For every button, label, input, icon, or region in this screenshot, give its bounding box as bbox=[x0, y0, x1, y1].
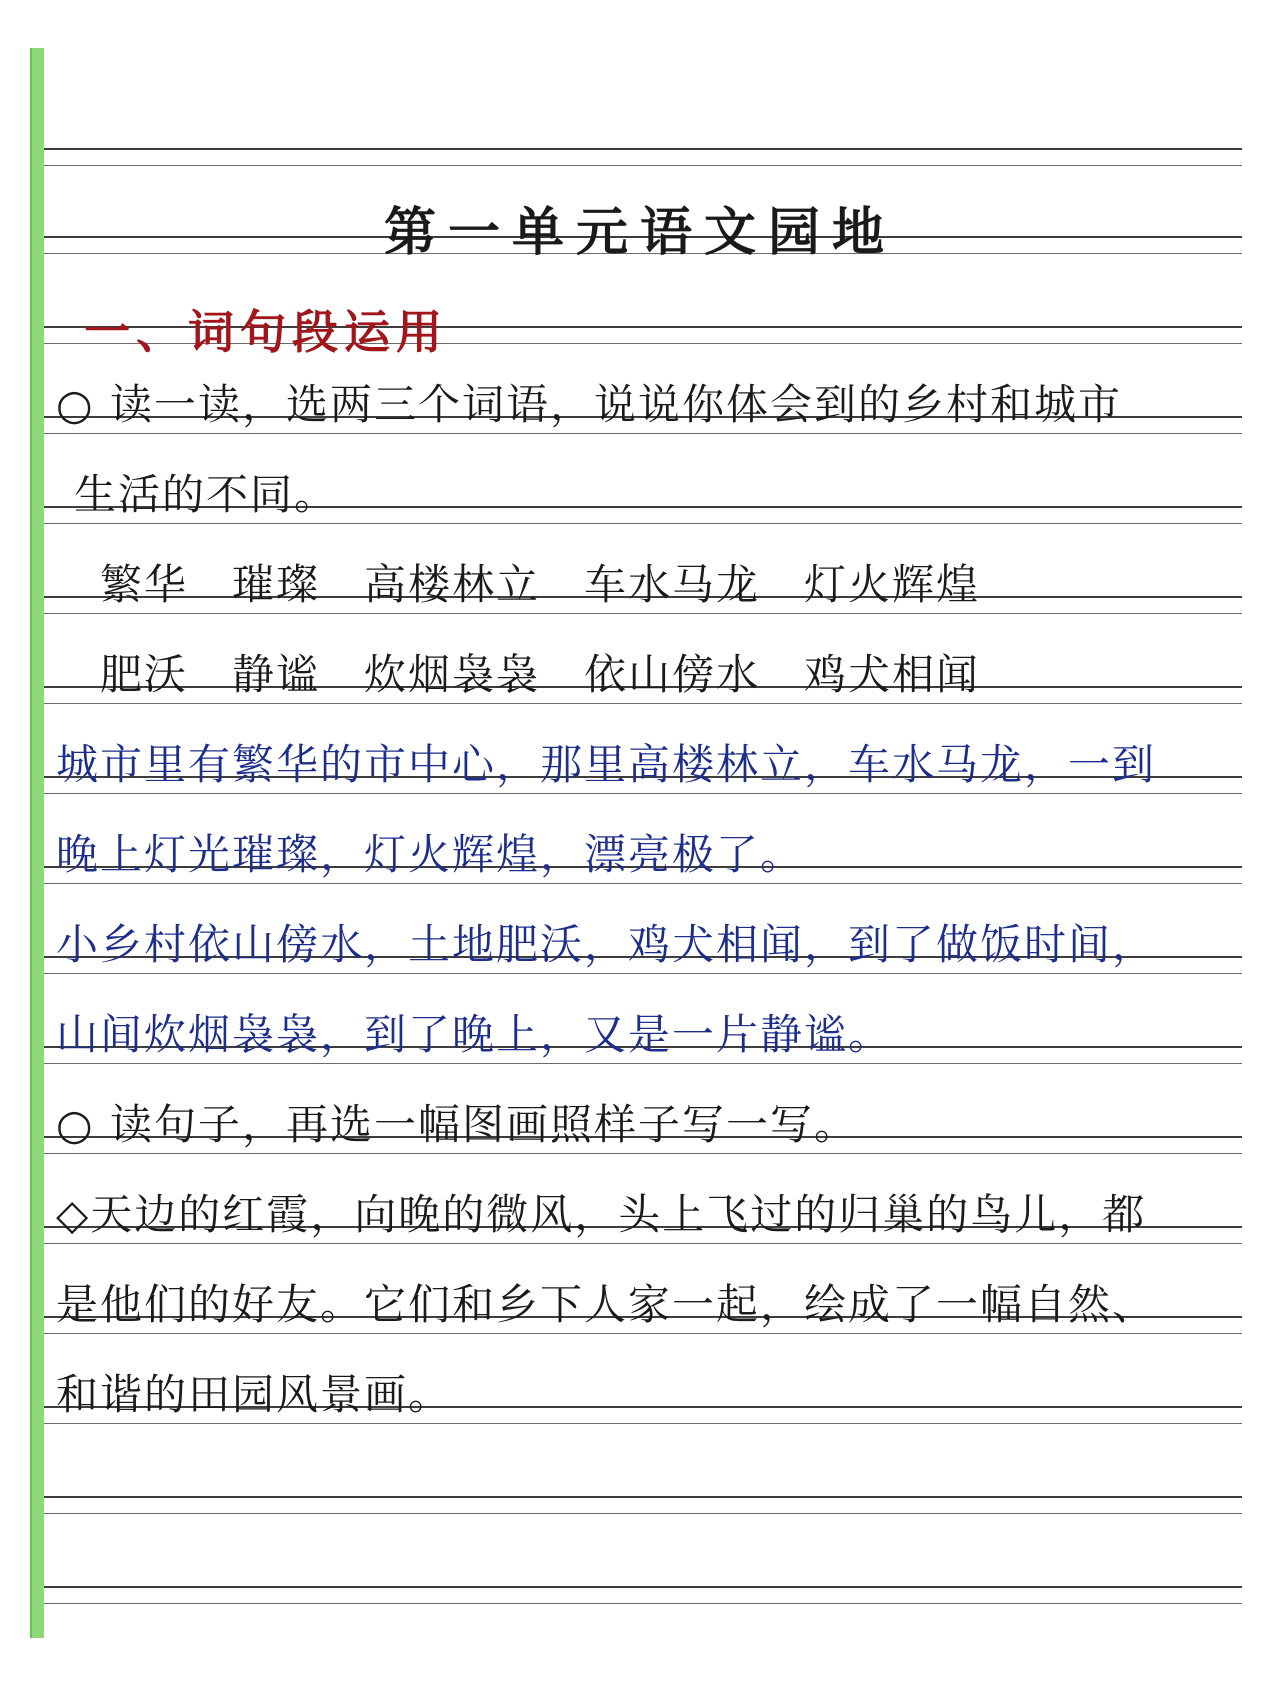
section-heading: 一、词句段运用 bbox=[84, 305, 448, 359]
task2-prompt: ○ 读句子，再选一幅图画照样子写一写。 bbox=[56, 1100, 858, 1149]
word-list-row2: 肥沃 静谧 炊烟袅袅 依山傍水 鸡犬相闻 bbox=[100, 650, 981, 699]
example-sentence-line2: 是他们的好友。它们和乡下人家一起，绘成了一幅自然、 bbox=[56, 1280, 1157, 1329]
page-title: 第一单元语文园地 bbox=[383, 203, 896, 263]
task1-prompt-line2: 生活的不同。 bbox=[74, 470, 339, 519]
example-sentence-line1: ◇天边的红霞，向晚的微风，头上飞过的归巢的鸟儿，都 bbox=[56, 1190, 1147, 1239]
margin-bar bbox=[30, 48, 44, 1638]
word-list-row1: 繁华 璀璨 高楼林立 车水马龙 灯火辉煌 bbox=[100, 560, 981, 609]
answer-village-line1: 小乡村依山傍水，土地肥沃，鸡犬相闻，到了做饭时间， bbox=[56, 920, 1157, 969]
answer-city-line1: 城市里有繁华的市中心，那里高楼林立，车水马龙，一到 bbox=[56, 740, 1157, 789]
example-sentence-line3: 和谐的田园风景画。 bbox=[56, 1370, 453, 1419]
answer-village-line2: 山间炊烟袅袅，到了晚上，又是一片静谧。 bbox=[56, 1010, 893, 1059]
answer-city-line2: 晚上灯光璀璨，灯火辉煌，漂亮极了。 bbox=[56, 830, 805, 879]
task1-prompt-line1: ○ 读一读，选两三个词语，说说你体会到的乡村和城市 bbox=[56, 380, 1122, 429]
